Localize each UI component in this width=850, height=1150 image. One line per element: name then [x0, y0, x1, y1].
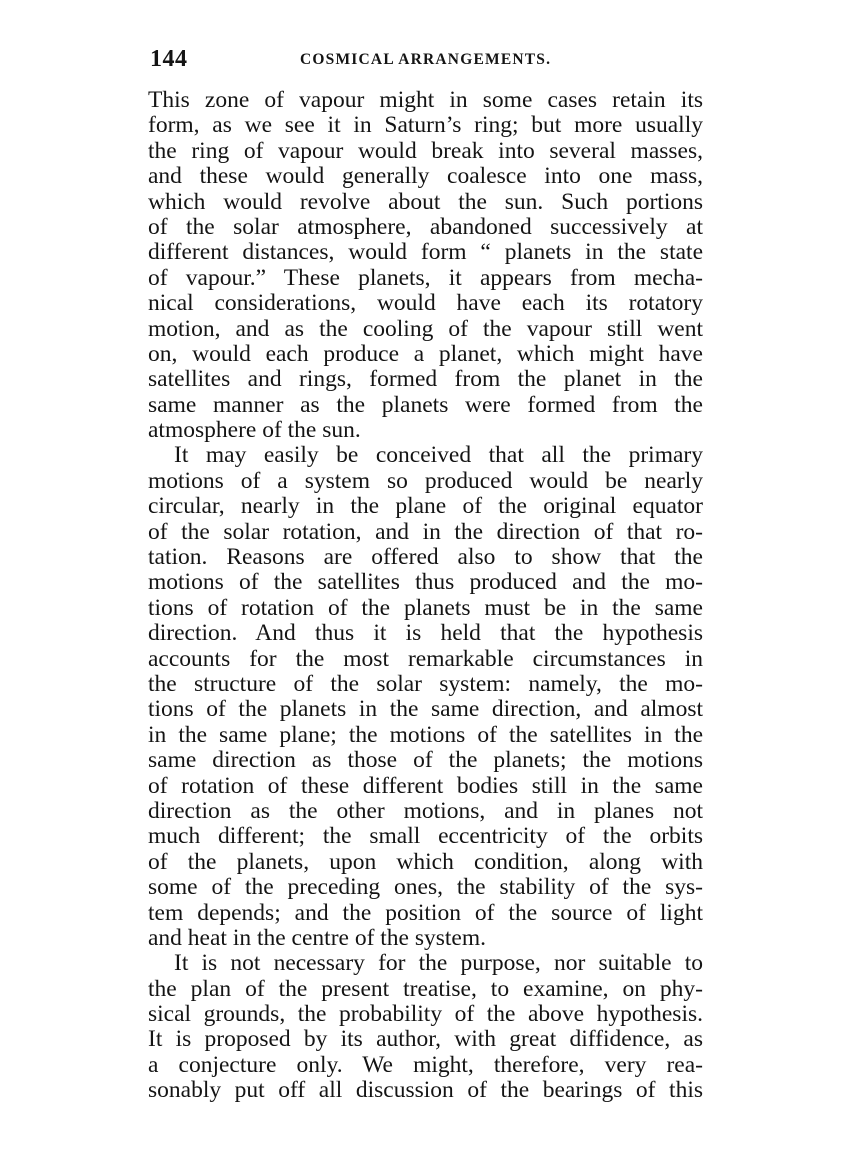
text-line: It is not necessary for the purpose, nor suitable to	[174, 950, 703, 977]
text-line: same direction as those of the planets; the motions	[148, 747, 703, 774]
text-line: sical grounds, the probability of the above hypothesis.	[148, 1001, 703, 1028]
text-line: motion, and as the cooling of the vapour still went	[148, 315, 703, 342]
text-line: direction. And thus it is held that the hypothesis	[148, 620, 703, 647]
text-line: of rotation of these different bodies still in the same	[148, 772, 703, 799]
text-line: which would revolve about the sun. Such portions	[148, 188, 703, 215]
text-line: sonably put off all discussion of the bearings of this	[148, 1077, 703, 1104]
text-line: a conjecture only. We might, therefore, very rea-	[148, 1051, 703, 1078]
text-line: same manner as the planets were formed from the	[148, 391, 703, 418]
text-line: the ring of vapour would break into several masses,	[148, 137, 703, 164]
body-text	[148, 88, 703, 1104]
text-line: of vapour.” These planets, it appears from mecha-	[148, 264, 703, 291]
text-line: circular, nearly in the plane of the original equator	[148, 493, 703, 520]
text-line: of the solar rotation, and in the direction of that ro-	[148, 518, 703, 545]
text-line: and these would generally coalesce into one mass,	[148, 163, 703, 190]
text-line: tions of rotation of the planets must be in the same	[148, 594, 703, 621]
text-line: atmosphere of the sun.	[148, 417, 361, 444]
text-line: It is proposed by its author, with great diffidence, as	[148, 1026, 703, 1053]
text-line: the plan of the present treatise, to examine, on phy-	[148, 975, 703, 1002]
text-line: some of the preceding ones, the stability of the sys-	[148, 874, 703, 901]
text-line: nical considerations, would have each its rotatory	[148, 290, 703, 317]
text-line: tation. Reasons are offered also to show that the	[148, 544, 703, 571]
text-line: tem depends; and the position of the source of light	[148, 899, 703, 926]
text-line: motions of the satellites thus produced and the mo-	[148, 569, 703, 596]
text-line: form, as we see it in Saturn’s ring; but more usually	[148, 112, 703, 139]
text-line: satellites and rings, formed from the planet in the	[148, 366, 703, 393]
page-number: 144	[150, 46, 188, 72]
text-line: different distances, would form “ planets in the state	[148, 239, 703, 266]
text-line: This zone of vapour might in some cases retain its	[148, 87, 703, 113]
text-line: tions of the planets in the same direction, and almost	[148, 696, 703, 723]
text-line: much different; the small eccentricity of the orbits	[148, 823, 703, 850]
text-line: in the same plane; the motions of the satellites in the	[148, 721, 703, 748]
text-line: the structure of the solar system: namely, the mo-	[148, 670, 703, 697]
text-line: on, would each produce a planet, which might have	[148, 340, 703, 367]
text-line: It may easily be conceived that all the primary	[174, 442, 703, 469]
text-line: motions of a system so produced would be nearly	[148, 467, 703, 494]
text-line: of the solar atmosphere, abandoned successively at	[148, 213, 703, 240]
text-line: accounts for the most remarkable circumstances in	[148, 645, 703, 672]
text-line: direction as the other motions, and in planes not	[148, 797, 703, 824]
text-line: of the planets, upon which condition, along with	[148, 848, 703, 875]
text-line: and heat in the centre of the system.	[148, 924, 487, 951]
running-head: COSMICAL ARRANGEMENTS.	[300, 51, 552, 68]
